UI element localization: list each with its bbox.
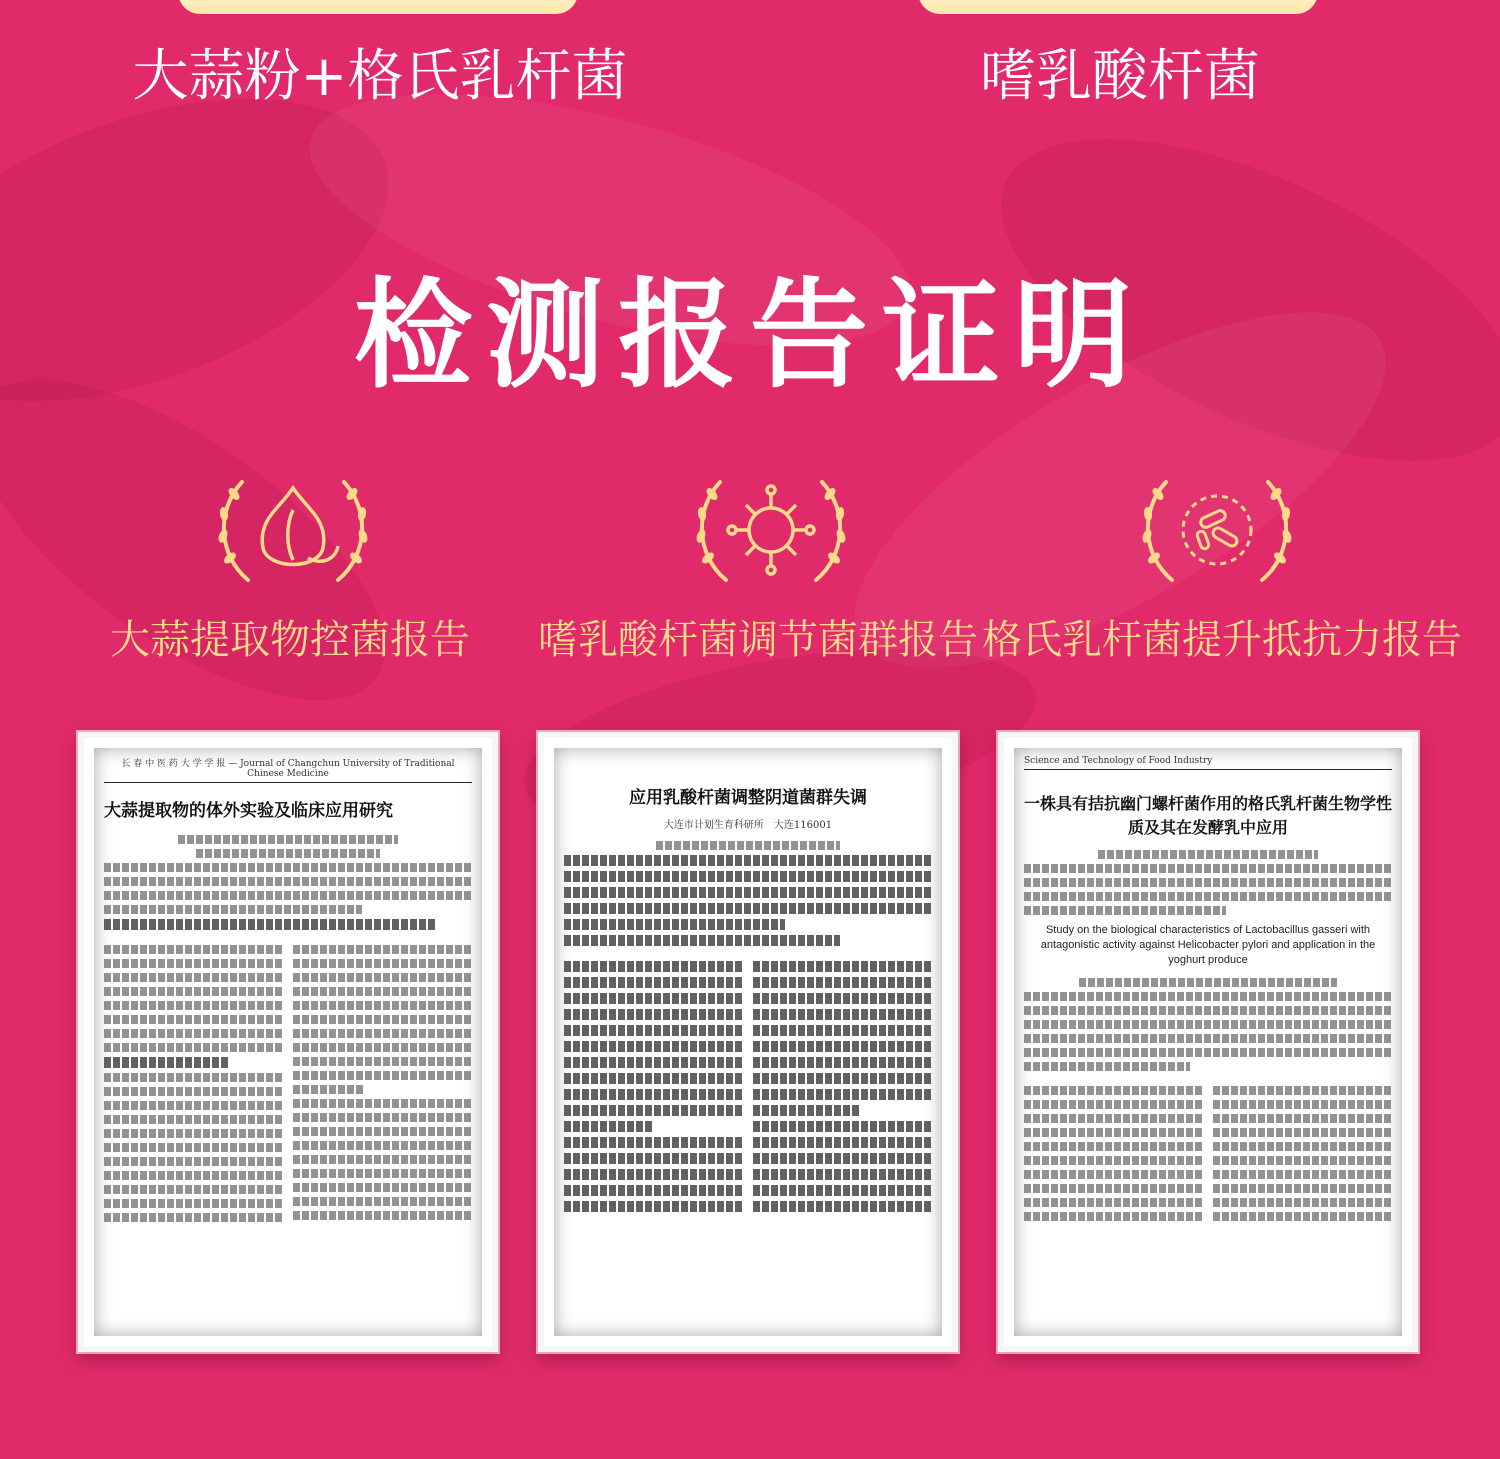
paper-abstract bbox=[104, 835, 472, 930]
paper-abstract bbox=[1024, 850, 1392, 915]
probiotic-badge-icon bbox=[1132, 470, 1302, 590]
top-left-caption: 大蒜粉+格氏乳杆菌 bbox=[132, 44, 628, 109]
paper-title: 一株具有拮抗幽门螺杆菌作用的格氏乳杆菌生物学性质及其在发酵乳中应用 bbox=[1024, 794, 1393, 837]
bacteria-badge-icon bbox=[686, 470, 856, 590]
paper-body bbox=[1024, 1081, 1392, 1226]
paper-journal-header: 长 春 中 医 药 大 学 学 报 — Journal of Changchun University of Traditional Chinese Medicine bbox=[104, 756, 472, 783]
paper-body bbox=[564, 956, 932, 1217]
page-title: 检测报告证明 bbox=[353, 266, 1146, 404]
report-paper-gasseri bbox=[998, 732, 1418, 1352]
paper-body bbox=[104, 940, 472, 1227]
report-paper-lactobacillus bbox=[538, 732, 958, 1352]
paper-abstract bbox=[564, 841, 932, 946]
report-paper-garlic bbox=[78, 732, 498, 1352]
paper-title: 应用乳酸杆菌调整阴道菌群失调 bbox=[629, 788, 867, 808]
garlic-badge-icon bbox=[208, 470, 378, 590]
top-left-banner bbox=[178, 0, 578, 14]
paper-journal-header: Science and Technology of Food Industry bbox=[1024, 756, 1392, 770]
paper-affiliation: 大连市计划生育科研所 大连116001 bbox=[663, 819, 833, 831]
top-right-caption: 嗜乳酸杆菌 bbox=[980, 44, 1260, 109]
report-label-lactobacillus: 嗜乳酸杆菌调节菌群报告 bbox=[538, 617, 978, 663]
paper-english-title: Study on the biological characteristics of Lactobacillus gasseri with antagonistic activity against Helicobacter pylori and application in the yoghurt produce bbox=[1040, 924, 1376, 966]
paper-title: 大蒜提取物的体外实验及临床应用研究 bbox=[104, 801, 393, 821]
top-right-banner bbox=[918, 0, 1318, 14]
report-label-gasseri: 格氏乳杆菌提升抵抗力报告 bbox=[982, 617, 1462, 663]
report-label-garlic: 大蒜提取物控菌报告 bbox=[110, 617, 470, 663]
paper-english-abstract bbox=[1024, 978, 1392, 1071]
